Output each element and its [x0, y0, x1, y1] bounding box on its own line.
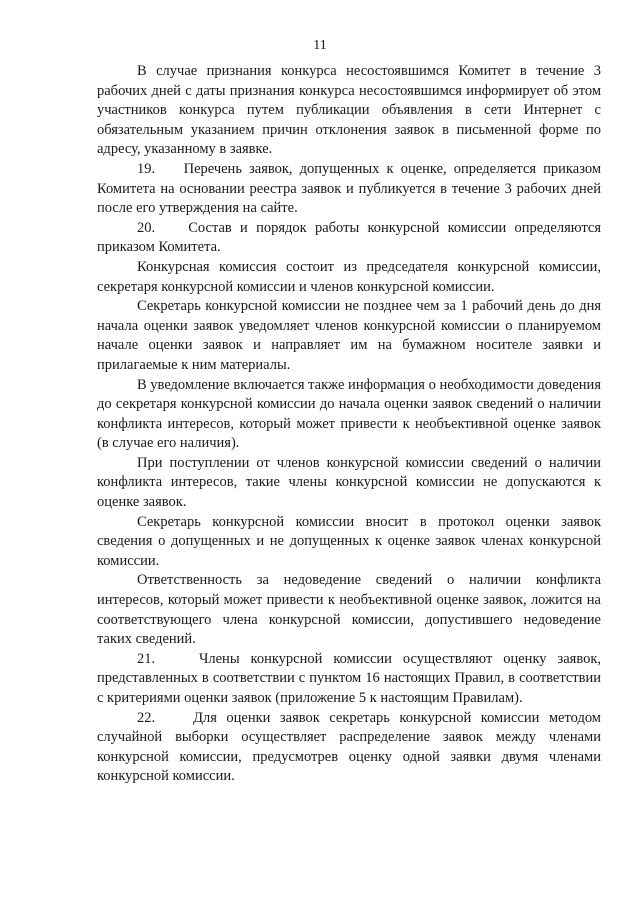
- paragraph-conflict-exclusion: При поступлении от членов конкурсной комиссии сведений о наличии конфликта интересов, такие члены конкурсной комиссии не допускаются к оценке заявок.: [97, 454, 601, 511]
- page-number: 11: [313, 38, 327, 53]
- paragraph-20-commission-composition: 20. Состав и порядок работы конкурсной комиссии определяются приказом Комитета.: [97, 219, 601, 256]
- paragraph-22-distribution: 22. Для оценки заявок секретарь конкурсной комиссии методом случайной выборки осуществляет распределение заявок между членами конкурсной комиссии, предусмотрев оценку одной заявки двумя членами конкурсной комиссии.: [97, 709, 601, 785]
- paragraph-19-admitted-list: 19. Перечень заявок, допущенных к оценке, определяется приказом Комитета на основании реестра заявок и публикуется в течение 3 рабочих дней после его утверждения на сайте.: [97, 160, 601, 217]
- paragraph-failed-contest-notice: В случае признания конкурса несостоявшимся Комитет в течение 3 рабочих дней с даты признания конкурса несостоявшимся информирует об этом участников конкурса путем публикации объявления в сети Интернет с обязательным указанием причин отклонения заявок в письменной форме по адресу, указанному в заявке.: [97, 63, 601, 158]
- paragraph-protocol-entry: Секретарь конкурсной комиссии вносит в протокол оценки заявок сведения о допущенных и не допущенных к оценке заявок членах конкурсной комиссии.: [97, 513, 601, 569]
- paragraph-commission-members: Конкурсная комиссия состоит из председателя конкурсной комиссии, секретаря конкурсной комиссии и членов конкурсной комиссии.: [97, 258, 601, 295]
- document-body: [97, 62, 601, 787]
- paragraph-conflict-info: В уведомление включается также информация о необходимости доведения до секретаря конкурсной комиссии до начала оценки заявок сведений о наличии конфликта интересов, который может привести к необъективной оценке заявок (в случае его наличия).: [97, 376, 601, 452]
- paragraph-responsibility: Ответственность за недоведение сведений о наличии конфликта интересов, который может привести к необъективной оценке заявок, ложится на соответствующего члена конкурсной комиссии, допустившего недоведение таких сведений.: [97, 572, 601, 648]
- paragraph-secretary-notification: Секретарь конкурсной комиссии не позднее чем за 1 рабочий день до дня начала оценки заявок уведомляет членов конкурсной комиссии о планируемом начале оценки заявок и направляет им на бумажном носителе заявки и прилагаемые к ним материалы.: [97, 298, 601, 373]
- paragraph-21-evaluation: 21. Члены конкурсной комиссии осуществляют оценку заявок, представленных в соответствии с пунктом 16 настоящих Правил, в соответствии с критериями оценки заявок (приложение 5 к настоящим Правилам).: [97, 650, 601, 706]
